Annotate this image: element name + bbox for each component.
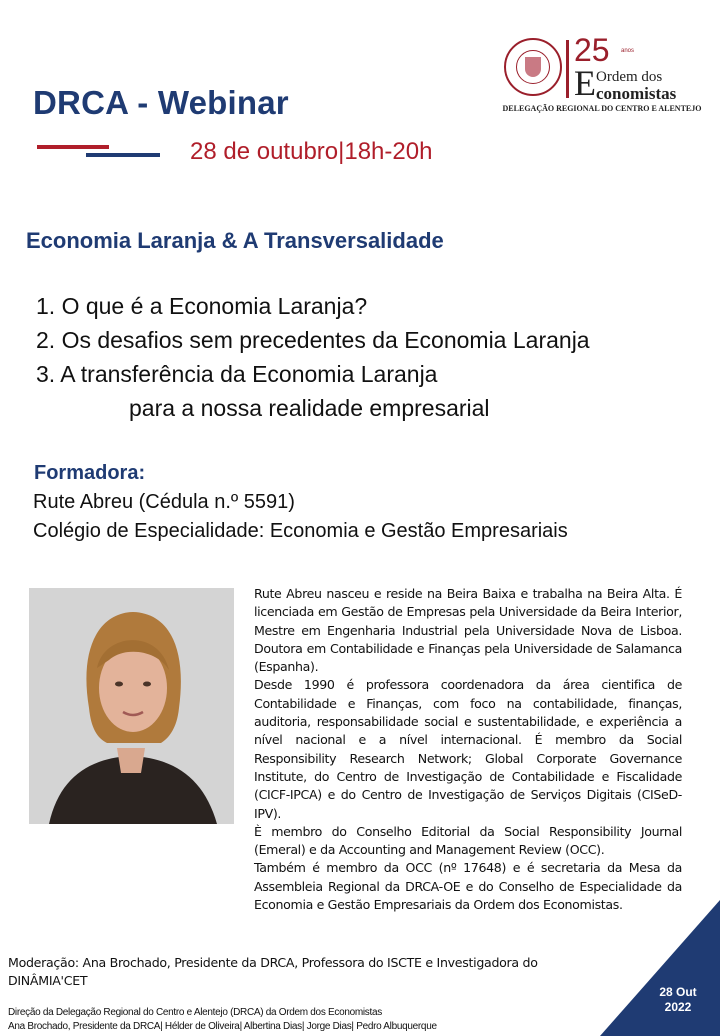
bio-paragraph: Rute Abreu nasceu e reside na Beira Baixa e trabalha na Beira Alta. É licenciada em Gestão de Empresas pela Universidade da Beira Interior, Mestre em Engenharia Industrial pela Universidade Nova de Lisboa. Doutora em Contabilidade e Finanças pela Universidade de Salamanca (Espanha).	[254, 586, 682, 675]
corner-triangle	[600, 900, 720, 1036]
footer-direction: Direção da Delegação Regional do Centro e Alentejo (DRCA) da Ordem dos Economistas	[8, 1007, 382, 1018]
logo-line1: Ordem dos	[596, 69, 663, 85]
trainer-label: Formadora:	[34, 462, 146, 484]
topic-item: 3. A transferência da Economia Laranja	[36, 361, 438, 387]
webinar-subtitle: Economia Laranja & A Transversalidade	[26, 228, 444, 253]
bio-paragraph: È membro do Conselho Editorial da Social Responsibility Journal (Emeral) e da Accounting and Management Review (OCC).	[254, 823, 682, 858]
topic-item: 1. O que é a Economia Laranja?	[36, 293, 368, 319]
logo-number: 25	[574, 32, 610, 68]
seal-icon	[504, 38, 562, 96]
bio-paragraph: Também é membro da OCC (nº 17648) e é secretaria da Mesa da Assembleia Regional da DRCA-OE e do Conselho de Especialidade da Economia e Gestão Empresariais da Ordem dos Economistas.	[254, 860, 682, 913]
footer-members: Ana Brochado, Presidente da DRCA| Hélder de Oliveira| Albertina Dias| Jorge Dias| Pedro Albuquerque	[8, 1021, 437, 1032]
decorative-line-red	[37, 145, 109, 149]
corner-date	[648, 985, 708, 1015]
logo-delegation: DELEGAÇÃO REGIONAL DO CENTRO E ALENTEJO	[502, 104, 702, 113]
logo-line2: conomistas	[596, 84, 677, 103]
logo-letter: E	[574, 63, 596, 103]
bio-paragraph: Desde 1990 é professora coordenadora da área cientifica de Contabilidade e Finanças, com foco na contabilidade, finanças, auditoria, responsabilidade social e sustentabilidade, e experiência a nível nacional e a nível internacional. É membro da Social Responsibility Research Network; Global Corporate Governance Institute, do Centro de Investigação de Contabilidade e Fiscalidade (CICF-IPCA) e do Centro de Investigação de Serviços Digitais (CISeD-IPV).	[254, 677, 682, 821]
trainer-photo	[29, 588, 234, 824]
topic-item-continuation: para a nossa realidade empresarial	[129, 395, 490, 421]
logo-anos: anos	[621, 48, 635, 54]
topic-item: 2. Os desafios sem precedentes da Economia Laranja	[36, 327, 590, 353]
ordem-economistas-logo	[500, 32, 705, 132]
trainer-college: Colégio de Especialidade: Economia e Gestão Empresariais	[33, 520, 568, 542]
moderation-text: Moderação: Ana Brochado, Presidente da DRCA, Professora do ISCTE e Investigadora do DINÂMIA'CET	[8, 955, 538, 988]
page-title: DRCA - Webinar	[33, 84, 289, 121]
decorative-line-blue	[86, 153, 160, 157]
trainer-bio	[254, 585, 682, 914]
corner-date-year: 2022	[664, 1000, 692, 1014]
logo-divider	[566, 40, 569, 98]
corner-date-day: 28 Out	[659, 985, 697, 999]
trainer-name: Rute Abreu (Cédula n.º 5591)	[33, 491, 295, 513]
event-date: 28 de outubro|18h-20h	[190, 138, 433, 165]
portrait-icon	[29, 588, 234, 824]
